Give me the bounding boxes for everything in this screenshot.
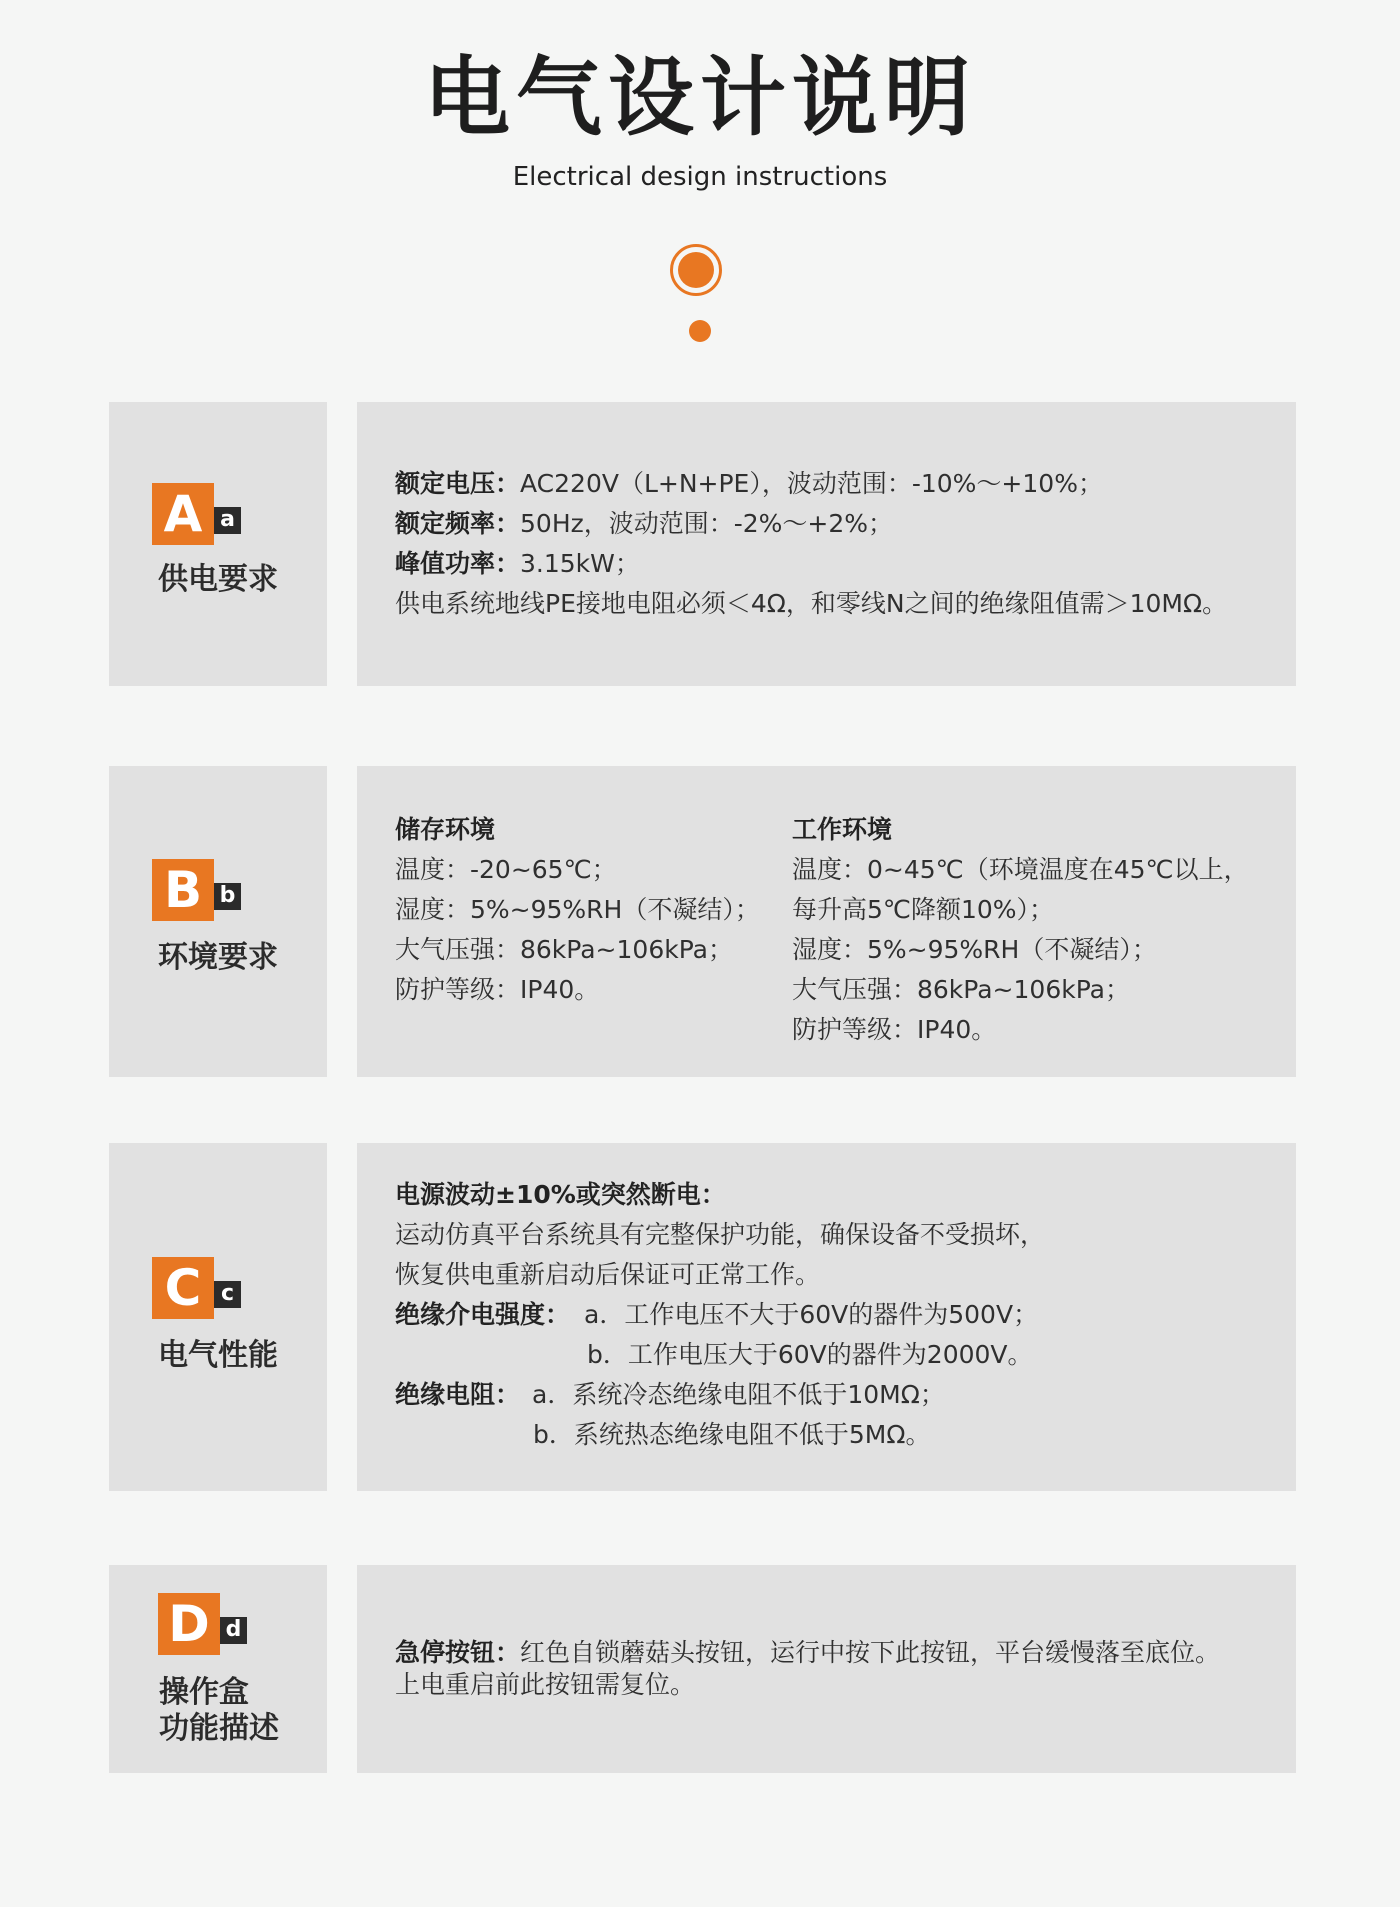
working-environment-column: [792, 810, 1249, 1050]
insulation-resistance-a: a．系统冷态绝缘电阻不低于10MΩ；: [532, 1380, 945, 1409]
rated-frequency-value: 50Hz，波动范围：-2%～+2%；: [520, 509, 894, 538]
emergency-stop-reset: 上电重启前此按钮需复位。: [395, 1670, 696, 1699]
insulation-resistance-row: [395, 1375, 1296, 1415]
section-c-sidebar: [109, 1143, 327, 1491]
section-a-badge: A: [152, 483, 214, 545]
insulation-resistance-b: b．系统热态绝缘电阻不低于5MΩ。: [533, 1420, 931, 1449]
dielectric-strength-a: a．工作电压不大于60V的器件为500V；: [584, 1300, 1039, 1329]
page-title: 电气设计说明: [424, 48, 976, 148]
dielectric-strength-heading: 绝缘介电强度：: [395, 1300, 571, 1329]
storage-humidity: 湿度：5%~95%RH（不凝结）；: [395, 895, 760, 924]
decorative-circle-icon: [678, 252, 714, 288]
peak-power-value: 3.15kW；: [520, 549, 640, 578]
dielectric-strength-b: b．工作电压大于60V的器件为2000V。: [587, 1340, 1033, 1369]
section-d-sidebar: [109, 1565, 327, 1773]
rated-voltage-value: AC220V（L+N+PE），波动范围：-10%～+10%；: [520, 469, 1103, 498]
grounding-text: 供电系统地线PE接地电阻必须＜4Ω，和零线N之间的绝缘阻值需＞10MΩ。: [395, 589, 1228, 618]
section-b-label: 环境要求: [158, 940, 278, 975]
section-a-sidebar: [109, 402, 327, 686]
section-d-label-line2: 功能描述: [159, 1711, 279, 1746]
rated-voltage-row: [395, 464, 1296, 504]
dielectric-strength-row: [395, 1295, 1296, 1335]
emergency-stop-key: 急停按钮：: [395, 1638, 521, 1667]
section-a-panel: [357, 402, 1296, 686]
rated-frequency-key: 额定频率：: [395, 509, 521, 538]
section-b-badge: B: [152, 859, 214, 921]
rated-voltage-key: 额定电压：: [395, 469, 521, 498]
storage-environment-heading: 储存环境: [395, 815, 496, 844]
storage-pressure: 大气压强：86kPa~106kPa；: [395, 935, 733, 964]
working-derating: 每升高5℃降额10%）；: [792, 895, 1055, 924]
section-d-small-badge: d: [220, 1617, 247, 1644]
rated-frequency-row: [395, 504, 1296, 544]
section-a-label: 供电要求: [158, 562, 278, 597]
grounding-row: [395, 584, 1296, 624]
section-b-small-badge: b: [214, 883, 241, 910]
section-c-label: 电气性能: [158, 1338, 278, 1373]
section-d-badge: D: [158, 1593, 220, 1655]
page-subtitle: Electrical design instructions: [512, 162, 888, 192]
decorative-dot-icon: [689, 320, 711, 342]
insulation-resistance-heading: 绝缘电阻：: [395, 1380, 521, 1409]
section-c-small-badge: c: [214, 1281, 241, 1308]
working-protection: 防护等级：IP40。: [792, 1015, 997, 1044]
restart-text: 恢复供电重新启动后保证可正常工作。: [395, 1260, 821, 1289]
power-fluctuation-heading: 电源波动±10%或突然断电：: [395, 1180, 726, 1209]
storage-protection: 防护等级：IP40。: [395, 975, 600, 1004]
working-pressure: 大气压强：86kPa~106kPa；: [792, 975, 1130, 1004]
section-b-panel: [357, 766, 1296, 1077]
storage-temperature: 温度：-20~65℃；: [395, 855, 617, 884]
peak-power-key: 峰值功率：: [395, 549, 521, 578]
working-humidity: 湿度：5%~95%RH（不凝结）；: [792, 935, 1157, 964]
section-d-label-line1: 操作盒: [159, 1675, 249, 1710]
emergency-stop-row: [395, 1637, 1296, 1669]
section-c-panel: [357, 1143, 1296, 1491]
section-c-badge: C: [152, 1257, 214, 1319]
protection-text: 运动仿真平台系统具有完整保护功能，确保设备不受损坏，: [395, 1220, 1046, 1249]
section-d-panel: [357, 1565, 1296, 1773]
working-environment-heading: 工作环境: [792, 815, 893, 844]
working-temperature: 温度：0~45℃（环境温度在45℃以上，: [792, 855, 1249, 884]
peak-power-row: [395, 544, 1296, 584]
emergency-stop-text: 红色自锁蘑菇头按钮，运行中按下此按钮，平台缓慢落至底位。: [520, 1638, 1221, 1667]
section-b-sidebar: [109, 766, 327, 1077]
section-a-small-badge: a: [214, 507, 241, 534]
storage-environment-column: [395, 810, 760, 1010]
